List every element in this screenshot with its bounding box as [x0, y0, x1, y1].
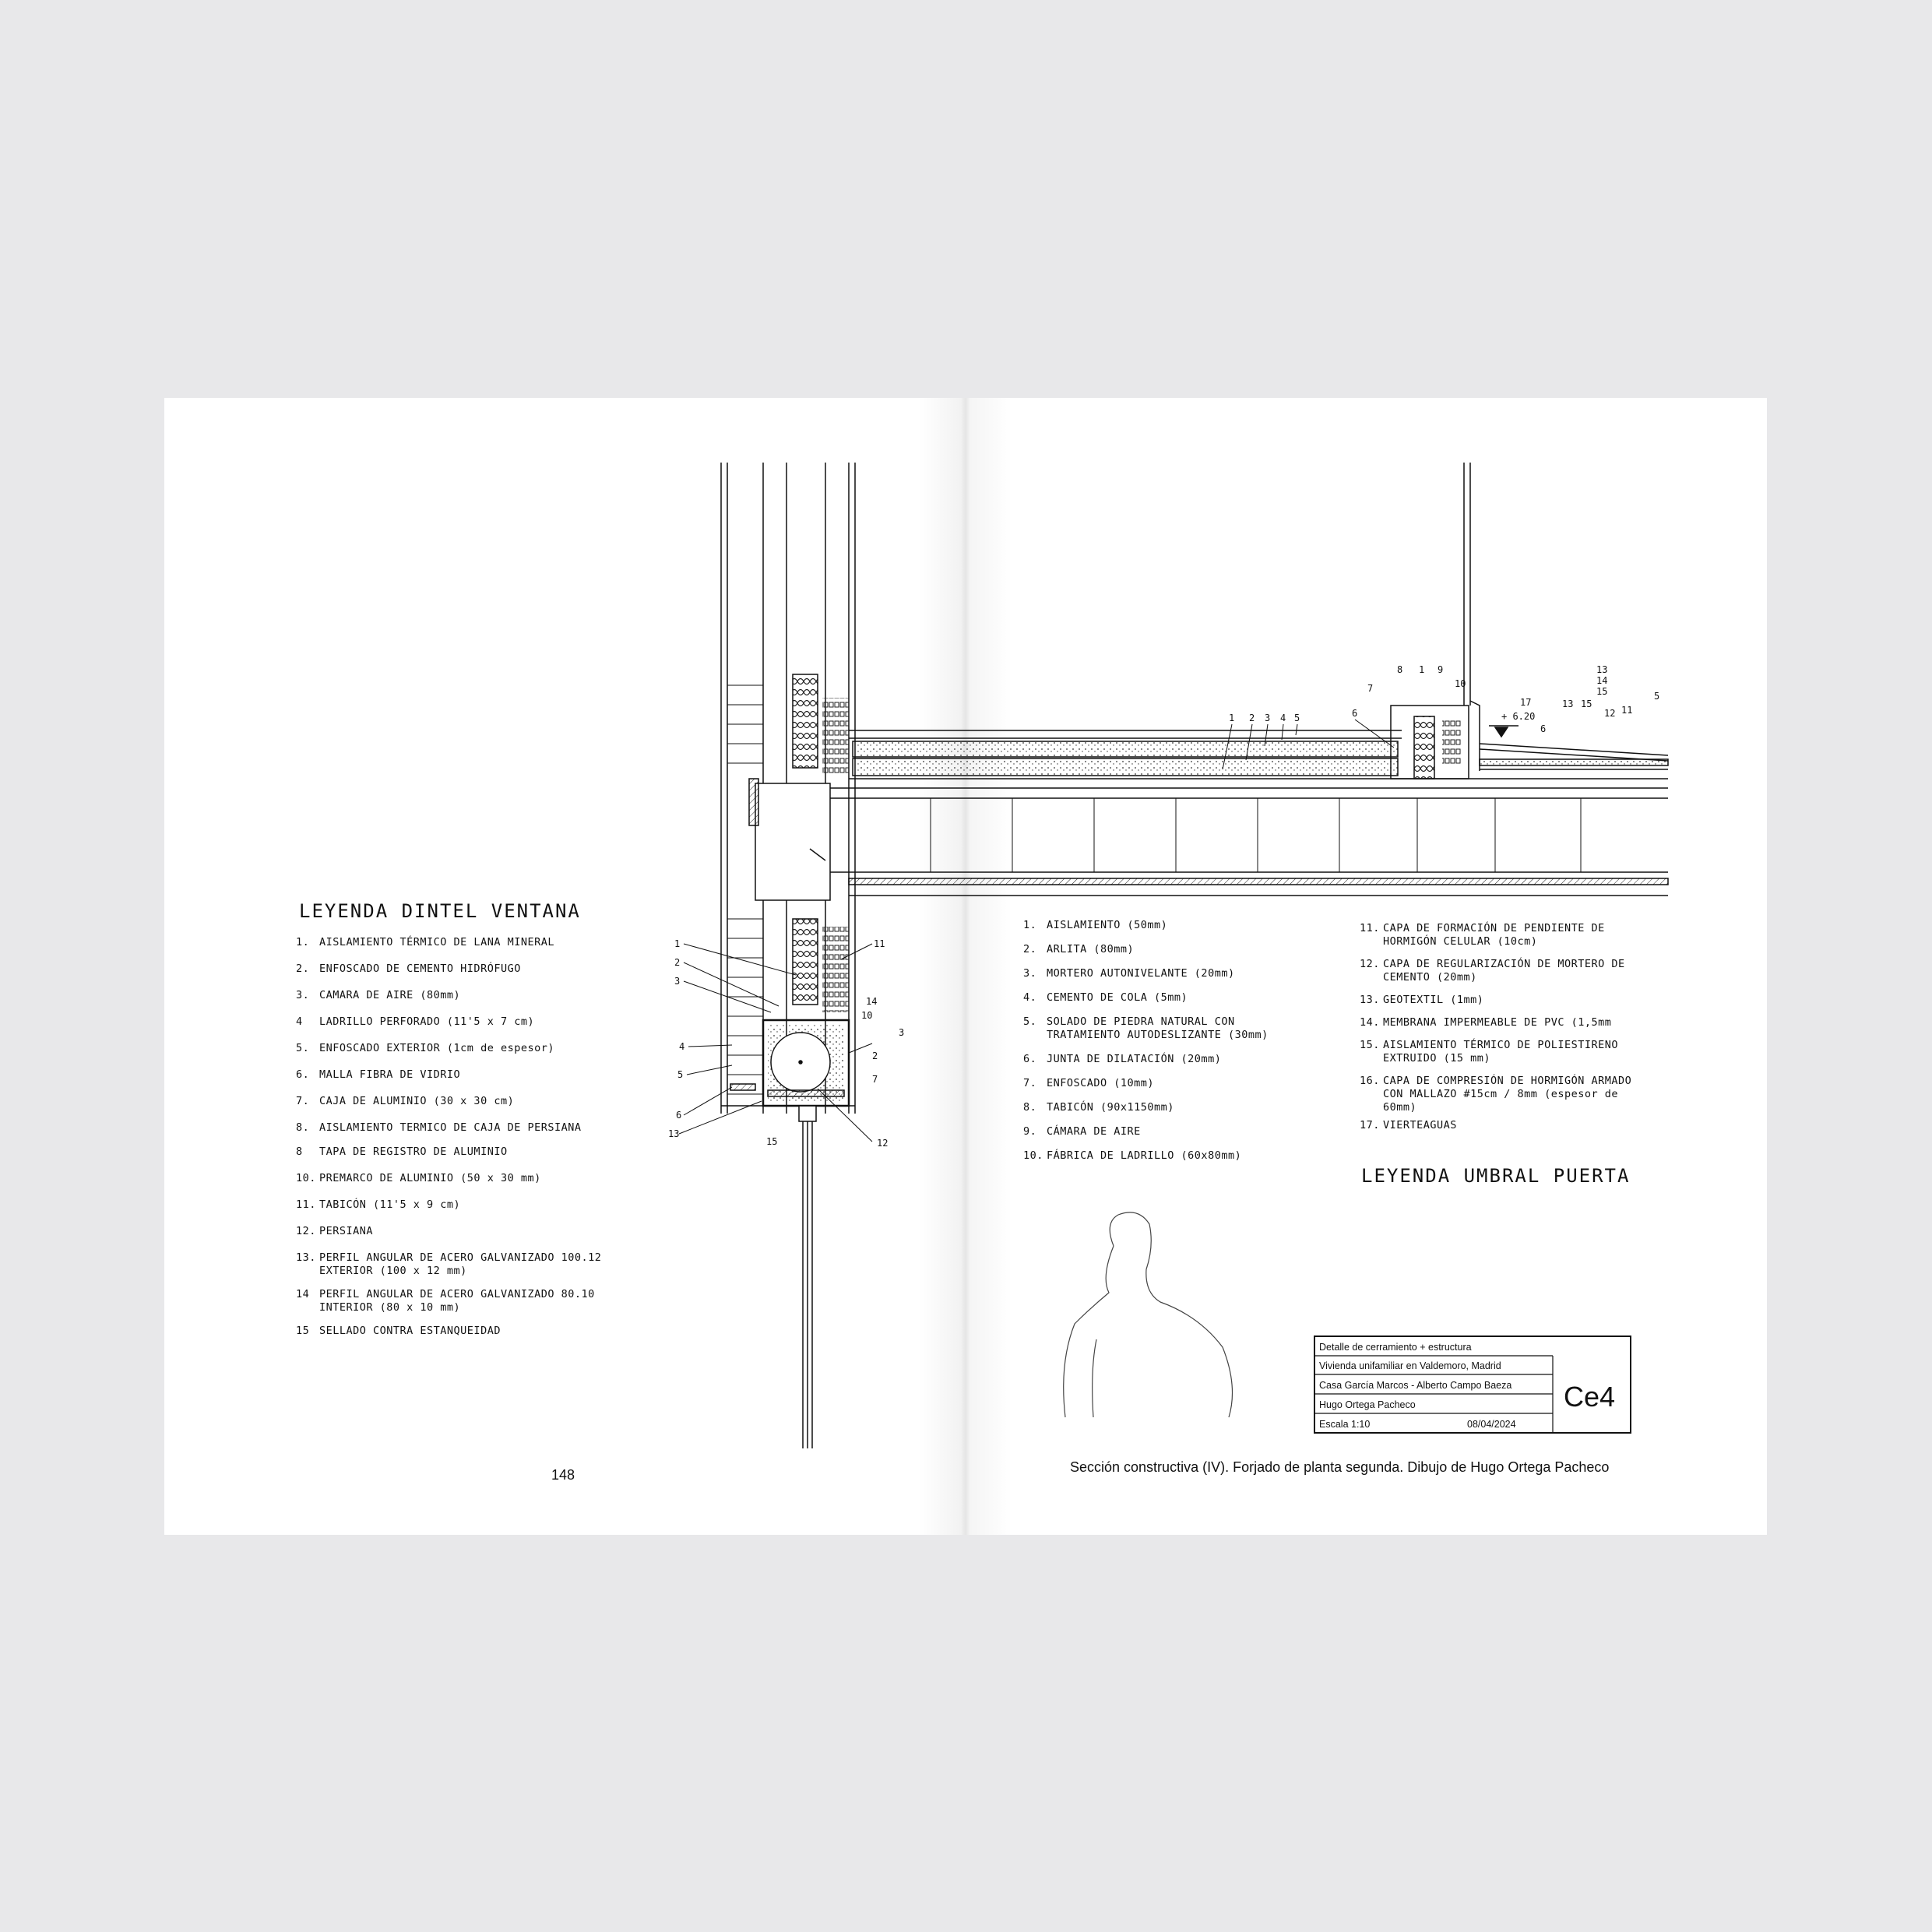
legend-item-text: FÁBRICA DE LADRILLO (60x80mm)	[1047, 1149, 1242, 1162]
title-block-row4: Hugo Ortega Pacheco	[1319, 1399, 1416, 1410]
title-block-row3: Casa García Marcos - Alberto Campo Baeza	[1319, 1380, 1512, 1391]
legend-item-text: MEMBRANA IMPERMEABLE DE PVC (1,5mm	[1383, 1016, 1612, 1029]
legend-item-number: 3.	[296, 989, 310, 1001]
legend-item-text: AISLAMIENTO TÉRMICO DE LANA MINERAL	[319, 936, 554, 948]
svg-text:5: 5	[1294, 713, 1300, 723]
legend-item-text: AISLAMIENTO (50mm)	[1047, 919, 1168, 931]
legend-dintel-list	[296, 936, 607, 1351]
svg-text:2: 2	[1249, 713, 1255, 723]
legend-item-text: AISLAMIENTO TÉRMICO DE POLIESTIRENO EXTRUIDO (15 mm)	[1383, 1039, 1618, 1065]
legend-item-text: PERSIANA	[319, 1225, 374, 1237]
legend-item-number: 15	[296, 1325, 310, 1337]
legend-item-number: 17.	[1360, 1119, 1380, 1131]
legend-item-text: ARLITA (80mm)	[1047, 943, 1135, 955]
svg-text:11: 11	[1621, 705, 1633, 716]
legend-item-number: 9.	[1023, 1125, 1037, 1138]
title-block-date: 08/04/2024	[1467, 1419, 1516, 1430]
svg-text:2: 2	[674, 957, 681, 968]
legend-item	[1360, 1075, 1656, 1114]
svg-text:17: 17	[1520, 697, 1532, 708]
svg-text:3: 3	[1265, 713, 1271, 723]
legend-item-text: SOLADO DE PIEDRA NATURAL CON TRATAMIENTO AUTODESLIZANTE (30mm)	[1047, 1015, 1269, 1041]
legend-item-number: 3.	[1023, 967, 1037, 980]
svg-text:3: 3	[899, 1027, 905, 1038]
legend-item	[296, 1042, 607, 1055]
legend-item-number: 16.	[1360, 1075, 1380, 1087]
legend-item-number: 5.	[296, 1042, 310, 1054]
legend-item-text: PREMARCO DE ALUMINIO (50 x 30 mm)	[319, 1172, 541, 1184]
legend-item-number: 11.	[296, 1198, 316, 1211]
legend-item	[1360, 994, 1656, 1007]
legend-item	[1023, 1015, 1304, 1042]
legend-item-text: TABICÓN (90x1150mm)	[1047, 1101, 1174, 1114]
svg-text:7: 7	[872, 1074, 878, 1085]
legend-item	[1023, 1101, 1304, 1114]
svg-text:+ 6.20: + 6.20	[1501, 711, 1536, 722]
svg-text:13: 13	[668, 1128, 680, 1139]
legend-item-number: 1.	[296, 936, 310, 948]
legend-title-umbral: LEYENDA UMBRAL PUERTA	[1361, 1165, 1631, 1187]
svg-text:6: 6	[1540, 723, 1547, 734]
legend-item-number: 8.	[1023, 1101, 1037, 1114]
svg-text:14: 14	[866, 996, 878, 1007]
legend-umbral-list-1	[1023, 919, 1304, 1174]
legend-item-text: SELLADO CONTRA ESTANQUEIDAD	[319, 1325, 501, 1337]
legend-item-number: 7.	[296, 1095, 310, 1107]
legend-item-number: 4.	[1023, 991, 1037, 1004]
legend-item-text: PERFIL ANGULAR DE ACERO GALVANIZADO 100.12 EXTERIOR (100 x 12 mm)	[319, 1251, 602, 1277]
legend-item	[296, 1225, 607, 1238]
legend-item	[1360, 958, 1656, 984]
legend-item-number: 2.	[296, 962, 310, 975]
legend-item-number: 14.	[1360, 1016, 1380, 1029]
legend-item	[296, 1068, 607, 1082]
page-number: 148	[551, 1467, 575, 1483]
svg-text:2: 2	[872, 1050, 878, 1061]
svg-text:15: 15	[1581, 699, 1592, 709]
legend-item-text: ENFOSCADO (10mm)	[1047, 1077, 1155, 1089]
legend-item-text: GEOTEXTIL (1mm)	[1383, 994, 1484, 1006]
legend-item	[296, 1172, 607, 1185]
legend-item	[296, 962, 607, 976]
svg-text:6: 6	[1352, 708, 1358, 719]
legend-item-text: JUNTA DE DILATACIÓN (20mm)	[1047, 1053, 1222, 1065]
legend-item-number: 13.	[1360, 994, 1380, 1006]
legend-item-number: 11.	[1360, 922, 1380, 934]
legend-item-text: VIERTEAGUAS	[1383, 1119, 1457, 1131]
legend-item	[296, 936, 607, 949]
legend-item-number: 1.	[1023, 919, 1037, 931]
legend-item-number: 13.	[296, 1251, 316, 1264]
legend-item-number: 2.	[1023, 943, 1037, 955]
svg-text:10: 10	[1455, 678, 1466, 689]
svg-text:15: 15	[766, 1136, 778, 1147]
svg-text:12: 12	[1604, 708, 1616, 719]
legend-item	[1023, 1053, 1304, 1066]
svg-text:5: 5	[677, 1069, 684, 1080]
svg-text:9: 9	[1438, 664, 1444, 675]
legend-item-number: 7.	[1023, 1077, 1037, 1089]
legend-item-number: 14	[296, 1288, 310, 1300]
legend-umbral-list-2	[1360, 922, 1656, 1137]
legend-item	[1023, 1149, 1304, 1163]
legend-item	[296, 1121, 607, 1135]
legend-item-text: PERFIL ANGULAR DE ACERO GALVANIZADO 80.10 INTERIOR (80 x 10 mm)	[319, 1288, 595, 1314]
legend-item	[1360, 922, 1656, 948]
svg-text:1: 1	[674, 938, 681, 949]
legend-item-number: 10.	[296, 1172, 316, 1184]
legend-item-text: CÁMARA DE AIRE	[1047, 1125, 1141, 1138]
legend-item	[296, 1015, 607, 1029]
legend-item-text: CAPA DE COMPRESIÓN DE HORMIGÓN ARMADO CON MALLAZO #15cm / 8mm (espesor de 60mm)	[1383, 1075, 1632, 1114]
legend-item	[1023, 1125, 1304, 1138]
title-block-scale: Escala 1:10	[1319, 1419, 1371, 1430]
svg-text:1: 1	[1419, 664, 1425, 675]
legend-item-number: 8	[296, 1145, 303, 1158]
legend-item-text: CAPA DE FORMACIÓN DE PENDIENTE DE HORMIGÓN CELULAR (10cm)	[1383, 922, 1605, 948]
svg-text:1: 1	[1229, 713, 1235, 723]
legend-item-number: 6.	[1023, 1053, 1037, 1065]
legend-item-number: 12.	[296, 1225, 316, 1237]
title-block-row2: Vivienda unifamiliar en Valdemoro, Madrid	[1319, 1360, 1501, 1371]
legend-item-number: 6.	[296, 1068, 310, 1081]
legend-item	[1360, 1119, 1656, 1132]
legend-item-number: 10.	[1023, 1149, 1043, 1162]
floor-slab-section	[830, 463, 1668, 896]
svg-text:13: 13	[1562, 699, 1574, 709]
svg-text:15: 15	[1596, 686, 1608, 697]
legend-item	[1023, 943, 1304, 956]
svg-text:11: 11	[874, 938, 885, 949]
figure-caption: Sección constructiva (IV). Forjado de planta segunda. Dibujo de Hugo Ortega Pacheco	[1070, 1459, 1610, 1475]
svg-text:14: 14	[1596, 675, 1608, 686]
legend-item	[1360, 1039, 1656, 1065]
window-lintel-section	[721, 463, 855, 1448]
svg-text:6: 6	[676, 1110, 682, 1121]
legend-item-text: ENFOSCADO EXTERIOR (1cm de espesor)	[319, 1042, 554, 1054]
legend-item	[1023, 967, 1304, 980]
legend-item	[296, 989, 607, 1002]
legend-item-text: TAPA DE REGISTRO DE ALUMINIO	[319, 1145, 508, 1158]
legend-item	[1360, 1016, 1656, 1029]
legend-item	[1023, 1077, 1304, 1090]
legend-item-number: 8.	[296, 1121, 310, 1134]
person-sketch	[1064, 1212, 1233, 1417]
title-block-row1: Detalle de cerramiento + estructura	[1319, 1342, 1472, 1353]
legend-item-text: MORTERO AUTONIVELANTE (20mm)	[1047, 967, 1235, 980]
svg-text:8: 8	[1397, 664, 1403, 675]
legend-item-number: 5.	[1023, 1015, 1037, 1028]
legend-item-number: 4	[296, 1015, 303, 1028]
legend-item	[296, 1251, 607, 1278]
svg-text:4: 4	[1280, 713, 1286, 723]
svg-text:13: 13	[1596, 664, 1608, 675]
legend-item-text: AISLAMIENTO TERMICO DE CAJA DE PERSIANA	[319, 1121, 582, 1134]
legend-item	[1023, 919, 1304, 932]
legend-item	[296, 1198, 607, 1212]
svg-text:12: 12	[877, 1138, 889, 1149]
svg-text:4: 4	[679, 1041, 685, 1052]
legend-item-number: 12.	[1360, 958, 1380, 970]
legend-item-text: MALLA FIBRA DE VIDRIO	[319, 1068, 461, 1081]
legend-item	[1023, 991, 1304, 1005]
title-block-code: Ce4	[1564, 1381, 1616, 1413]
legend-item-text: TABICÓN (11'5 x 9 cm)	[319, 1198, 461, 1211]
svg-text:7: 7	[1367, 683, 1374, 694]
legend-item	[296, 1325, 607, 1338]
svg-text:10: 10	[861, 1010, 873, 1021]
legend-item-text: CAPA DE REGULARIZACIÓN DE MORTERO DE CEMENTO (20mm)	[1383, 958, 1625, 984]
legend-item-number: 15.	[1360, 1039, 1380, 1051]
legend-item	[296, 1145, 607, 1159]
legend-item	[296, 1095, 607, 1108]
svg-text:3: 3	[674, 976, 681, 987]
legend-item-text: CAMARA DE AIRE (80mm)	[319, 989, 461, 1001]
svg-text:5: 5	[1654, 691, 1660, 702]
legend-item-text: LADRILLO PERFORADO (11'5 x 7 cm)	[319, 1015, 535, 1028]
legend-item-text: CEMENTO DE COLA (5mm)	[1047, 991, 1188, 1004]
legend-item-text: ENFOSCADO DE CEMENTO HIDRÓFUGO	[319, 962, 521, 975]
legend-item-text: CAJA DE ALUMINIO (30 x 30 cm)	[319, 1095, 515, 1107]
legend-item	[296, 1288, 607, 1314]
legend-title-dintel: LEYENDA DINTEL VENTANA	[299, 900, 581, 922]
